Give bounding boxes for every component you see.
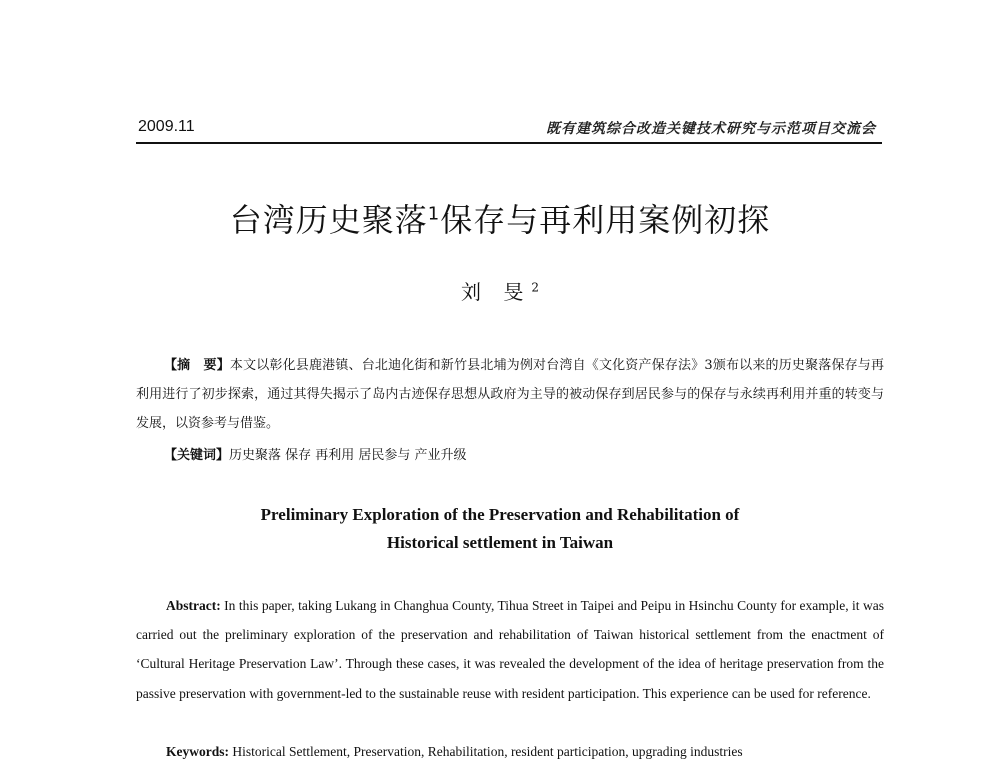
header-conference-name: 既有建筑综合改造关键技术研究与示范项目交流会 (546, 121, 876, 137)
page-header (136, 116, 882, 144)
english-title-line-2: Historical settlement in Taiwan (386, 533, 614, 552)
chinese-keywords (136, 441, 884, 470)
title-text-after: 保存与再利用案例初探 (440, 201, 771, 239)
english-keywords (136, 737, 884, 766)
author-footnote-mark: 2 (531, 280, 539, 295)
author-line (0, 276, 1000, 305)
english-abstract-text: In this paper, taking Lukang in Changhua County, Tihua Street in Taipei and Peipu in Hsinchu County for example, it was carried out the preliminary exploration of the preservation and rehabilitation of Taiwan historical settlement from the enactment of ‘Cultural Heritage Preservation Law’. Through these cases, it was revealed the development of the idea of heritage preservation from the passive preservation with government-led to the sustainable reuse with resident participation. This experience can be used for reference. (136, 598, 884, 701)
english-keywords-text: Historical Settlement, Preservation, Rehabilitation, resident participation, upgrading industries (229, 744, 743, 759)
english-abstract-label: Abstract: (166, 598, 221, 613)
header-date: 2009.11 (138, 118, 195, 135)
paper-title (0, 195, 1000, 241)
title-text-before: 台湾历史聚落 (229, 201, 428, 239)
english-keywords-label: Keywords: (166, 744, 229, 759)
chinese-abstract (136, 351, 884, 438)
title-footnote-mark: 1 (427, 203, 441, 225)
chinese-abstract-label: 【摘 要】 (164, 358, 230, 373)
chinese-keywords-label: 【关键词】 (164, 448, 230, 463)
english-abstract (136, 591, 884, 708)
author-name: 刘 旻 (461, 280, 532, 304)
chinese-abstract-text: 本文以彰化县鹿港镇、台北迪化街和新竹县北埔为例对台湾自《文化资产保存法》3颁布以来的历史聚落保存与再利用进行了初步探索，通过其得失揭示了岛内古迹保存思想从政府为主导的被动保存到居民参与的保存与永续再利用并重的转变与发展，以资参考与借鉴。 (136, 358, 884, 431)
english-title-line-1: Preliminary Exploration of the Preservation and Rehabilitation of (260, 505, 740, 524)
chinese-keywords-text: 历史聚落 保存 再利用 居民参与 产业升级 (229, 448, 467, 463)
